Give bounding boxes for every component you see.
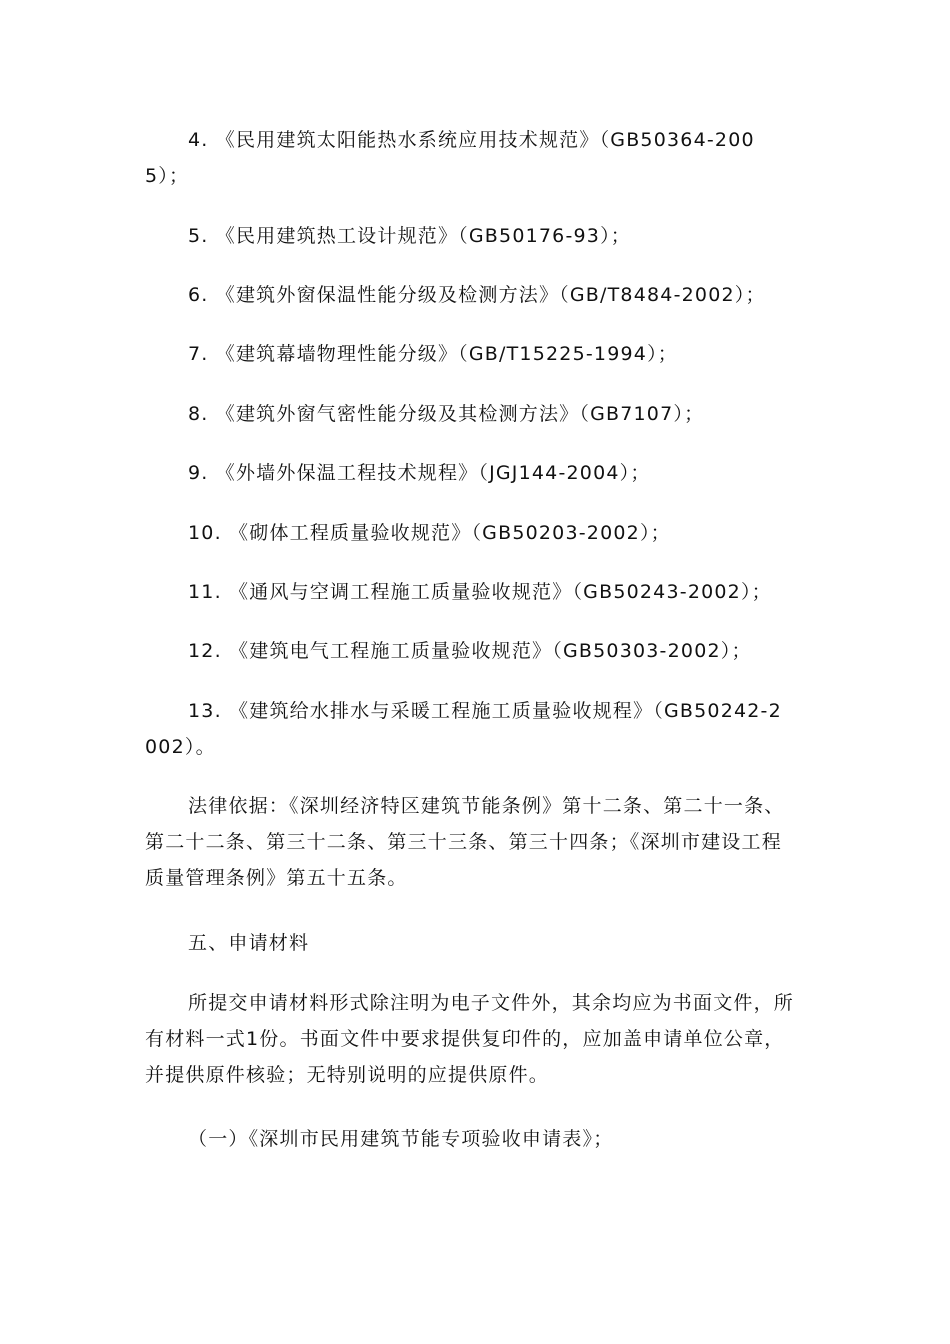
standard-item-9: 9. 《外墙外保温工程技术规程》（JGJ144-2004）； — [188, 462, 651, 484]
standard-item-11: 11. 《通风与空调工程施工质量验收规范》（GB50243-2002）； — [188, 581, 772, 603]
standard-item-6: 6. 《建筑外窗保温性能分级及检测方法》（GB/T8484-2002）； — [188, 284, 766, 306]
standard-item-7: 7. 《建筑幕墙物理性能分级》（GB/T15225-1994）； — [188, 343, 678, 365]
material-item-1: （一）《深圳市民用建筑节能专项验收申请表》； — [188, 1128, 614, 1150]
materials-description-paragraph: 所提交申请材料形式除注明为电子文件外，其余均应为书面文件，所有材料一式1份。书面文件中要求提供复印件的，应加盖申请单位公章，并提供原件核验；无特别说明的应提供原件。 — [145, 992, 795, 1086]
standard-item-4: 4. 《民用建筑太阳能热水系统应用技术规范》（GB50364-2005）； — [145, 129, 755, 187]
section-heading-application-materials: 五、申请材料 — [188, 932, 310, 954]
standard-item-13: 13. 《建筑给水排水与采暖工程施工质量验收规程》（GB50242-2002）。 — [145, 700, 782, 758]
standard-item-5: 5. 《民用建筑热工设计规范》（GB50176-93）； — [188, 225, 632, 247]
standard-item-12: 12. 《建筑电气工程施工质量验收规范》（GB50303-2002）； — [188, 640, 752, 662]
legal-basis-paragraph: 法律依据：《深圳经济特区建筑节能条例》第十二条、第二十一条、第二十二条、第三十二条、第三十三条、第三十四条；《深圳市建设工程质量管理条例》第五十五条。 — [145, 795, 785, 889]
standard-item-8: 8. 《建筑外窗气密性能分级及其检测方法》（GB7107）； — [188, 403, 705, 425]
standard-item-10: 10. 《砌体工程质量验收规范》（GB50203-2002）； — [188, 522, 671, 544]
